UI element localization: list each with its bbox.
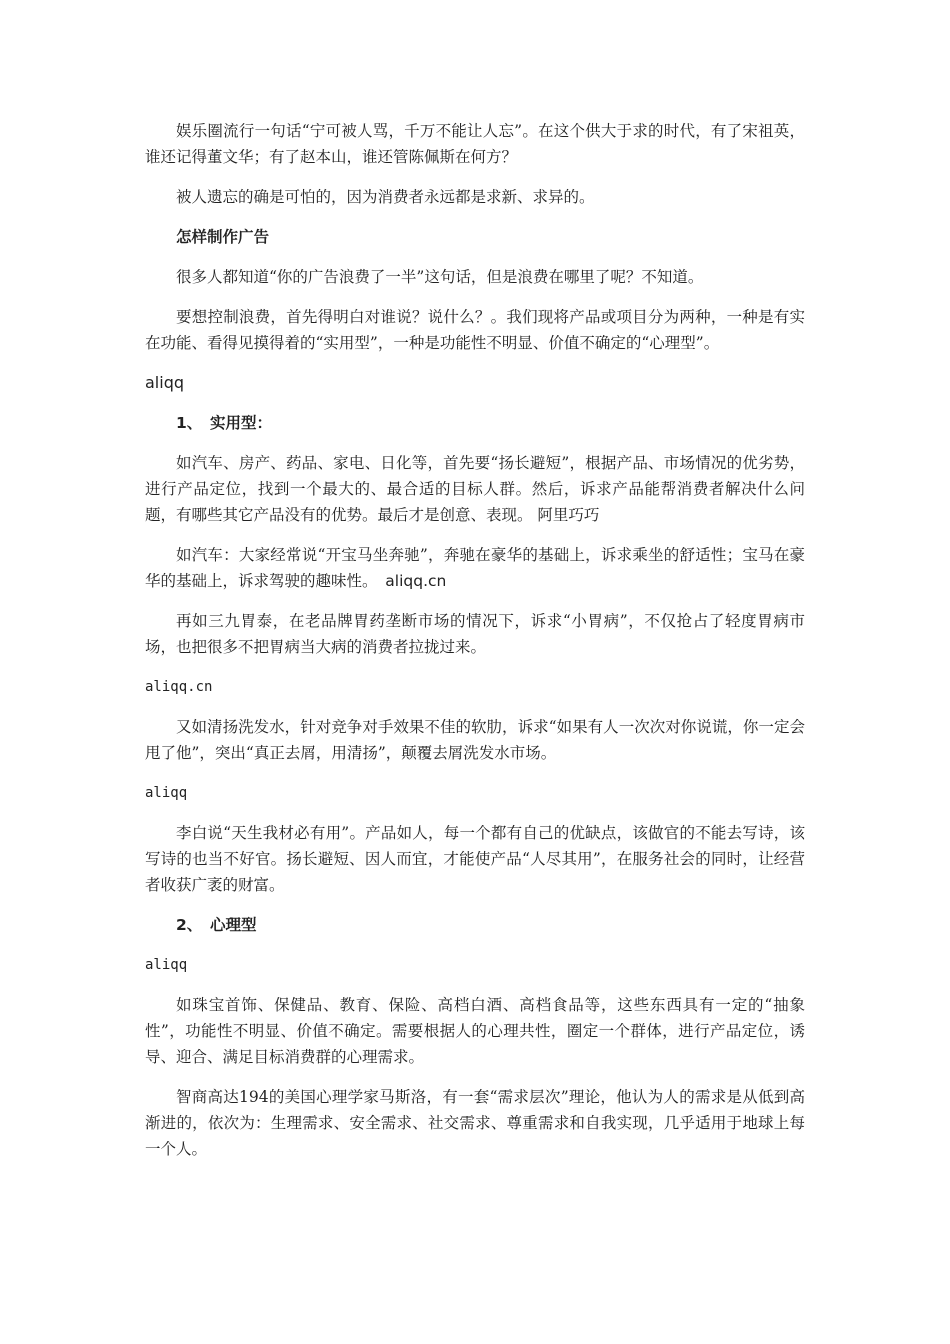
paragraph: 再如三九胃泰，在老品牌胃药垄断市场的情况下，诉求“小胃病”，不仅抢占了轻度胃病市场，也把很多不把胃病当大病的消费者拉拢过来。 [145, 612, 805, 656]
subsection-heading: 1、 实用型： [176, 414, 273, 432]
section-heading: 怎样制作广告 [176, 228, 270, 246]
paragraph-text: 如汽车：大家经常说“开宝马坐奔驰”，奔驰在豪华的基础上，诉求乘坐的舒适性；宝马在豪华的基础上，诉求驾驶的趣味性。 [145, 546, 805, 590]
paragraph: 很多人都知道“你的广告浪费了一半”这句话，但是浪费在哪里了呢？不知道。 [176, 268, 704, 286]
paragraph: 又如清扬洗发水，针对竞争对手效果不佳的软肋，诉求“如果有人一次次对你说谎，你一定会甩了他”，突出“真正去屑，用清扬”，颠覆去屑洗发水市场。 [145, 718, 805, 762]
watermark-text: aliqq [145, 373, 185, 392]
watermark-text: aliqq [145, 785, 188, 801]
paragraph: 如汽车、房产、药品、家电、日化等，首先要“扬长避短”，根据产品、市场情况的优劣势，进行产品定位，找到一个最大的、最合适的目标人群。然后，诉求产品能帮消费者解决什么问题，有哪些其它产品没有的优势。最后才是创意、表现。 阿里巧巧 [145, 454, 805, 524]
paragraph: 智商高达194的美国心理学家马斯洛，有一套“需求层次”理论，他认为人的需求是从低到高渐进的，依次为：生理需求、安全需求、社交需求、尊重需求和自我实现，几乎适用于地球上每一个人。 [145, 1088, 805, 1158]
paragraph: 娱乐圈流行一句话“宁可被人骂，千万不能让人忘”。在这个供大于求的时代，有了宋祖英，谁还记得董文华；有了赵本山，谁还管陈佩斯在何方？ [145, 122, 805, 166]
watermark-text: aliqq [145, 957, 188, 973]
paragraph: 如珠宝首饰、保健品、教育、保险、高档白酒、高档食品等，这些东西具有一定的“抽象性”，功能性不明显、价值不确定。需要根据人的心理共性，圈定一个群体，进行产品定位，诱导、迎合、满足目标消费群的心理需求。 [145, 996, 805, 1066]
paragraph [145, 542, 805, 594]
paragraph: 被人遗忘的确是可怕的，因为消费者永远都是求新、求异的。 [176, 188, 595, 206]
watermark-text: aliqq.cn [145, 679, 213, 695]
document-page [145, 118, 805, 1176]
paragraph: 李白说“天生我材必有用”。产品如人，每一个都有自己的优缺点，该做官的不能去写诗，该写诗的也当不好官。扬长避短、因人而宜，才能使产品“人尽其用”，在服务社会的同时，让经营者收获广袤的财富。 [145, 824, 805, 894]
subsection-heading: 2、 心理型 [176, 916, 257, 934]
paragraph: 要想控制浪费，首先得明白对谁说？说什么？。我们现将产品或项目分为两种，一种是有实在功能、看得见摸得着的“实用型”，一种是功能性不明显、价值不确定的“心理型”。 [145, 308, 805, 352]
watermark-text: aliqq.cn [385, 572, 447, 590]
